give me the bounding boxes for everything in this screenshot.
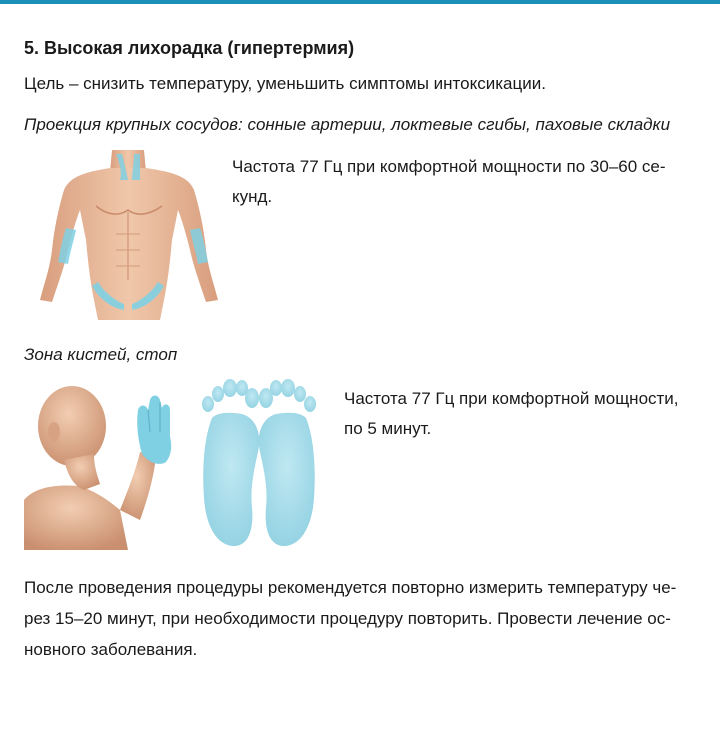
after-procedure-text [24,572,700,665]
zone-label: Зона кистей, стоп [24,345,178,364]
projection-frequency-text [232,152,698,212]
projection-label: Проекция крупных сосудов: сонные артерии, локтевые сгибы, паховые складки [24,115,671,134]
projection-text-line2: кунд. [232,187,273,206]
head-hand-illustration [24,380,174,550]
goal-text: Цель – снизить температуру, уменьшить симптомы интоксикации. [24,74,546,93]
zone-frequency-text [344,384,700,444]
section-title: 5. Высокая лихорадка (гипертермия) [24,38,355,58]
after-text-line1: После проведения процедуры рекомендуется повторно измерить температуру че- [24,578,677,597]
feet-illustration [186,378,332,550]
after-text-line2: рез 15–20 минут, при необходимости процедуру повторить. Провести лечение ос- [24,609,671,628]
top-accent-bar [0,0,720,4]
after-text-line3: новного заболевания. [24,640,198,659]
zone-text-line2: по 5 минут. [344,419,432,438]
zone-text-line1: Частота 77 Гц при комфортной мощности, [344,389,679,408]
torso-illustration [36,150,220,320]
projection-text-line1: Частота 77 Гц при комфортной мощности по 30–60 се- [232,157,666,176]
